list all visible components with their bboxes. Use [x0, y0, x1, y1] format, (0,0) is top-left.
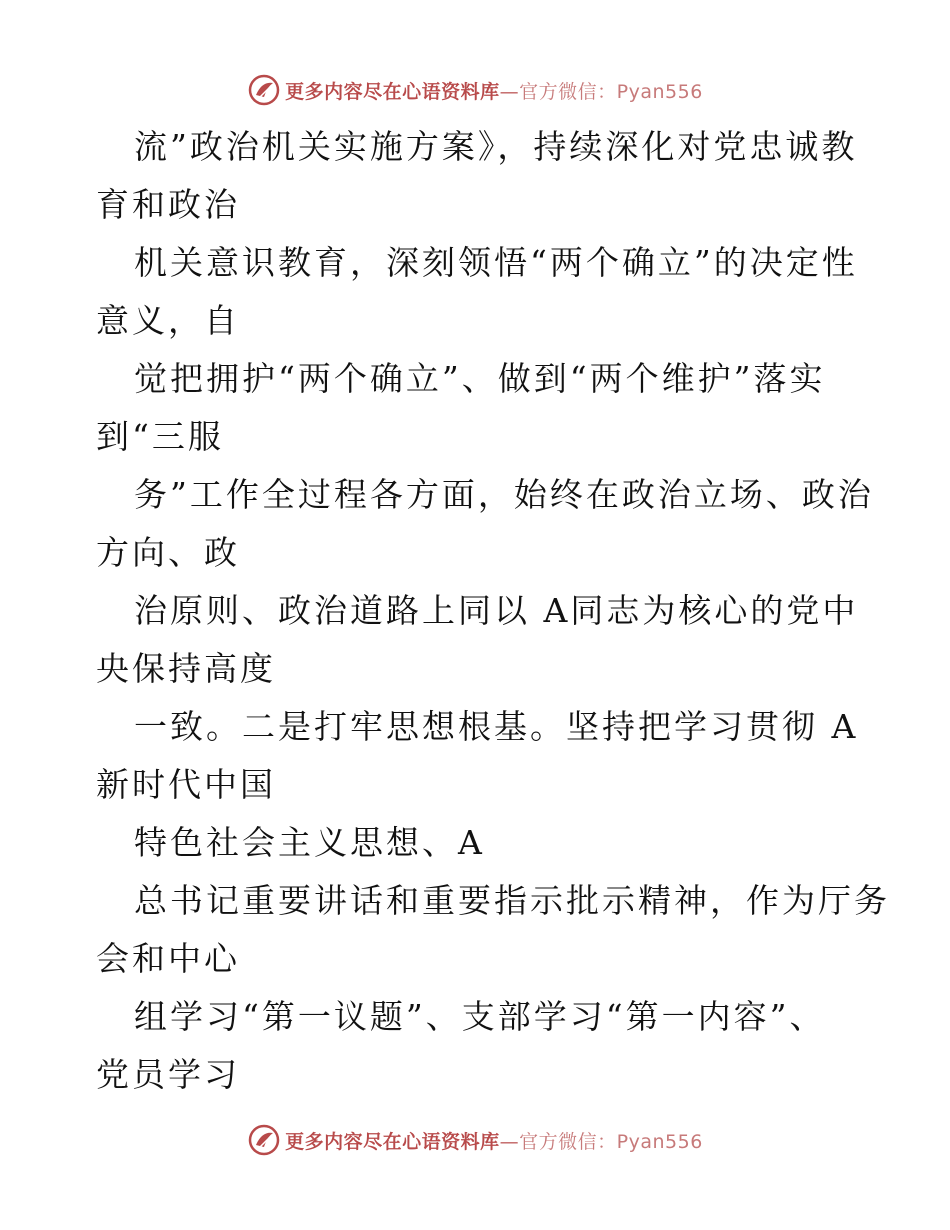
footer-watermark-official: 官方微信：Pyan556: [519, 1130, 703, 1153]
header-watermark-official: 官方微信：Pyan556: [519, 80, 703, 103]
body-paragraph: [96, 698, 859, 814]
paragraph-line-continuation: 央保持高度: [96, 649, 276, 688]
body-paragraph: [96, 118, 856, 234]
body-paragraph: [96, 582, 859, 698]
body-paragraph: [96, 872, 890, 988]
header-watermark-sep: —: [499, 80, 520, 103]
paragraph-line-first: 机关意识教育，深刻领悟“两个确立”的决定性: [134, 243, 858, 282]
body-paragraph: [96, 988, 856, 1104]
paragraph-line-continuation: 新时代中国: [96, 765, 276, 804]
body-paragraph: [96, 234, 856, 350]
paragraph-line-first: 务”工作全过程各方面，始终在政治立场、政治: [134, 475, 874, 514]
paragraph-line-continuation: 党员学习: [96, 1055, 240, 1094]
footer-watermark-text: [285, 1127, 703, 1154]
footer-watermark-main: 更多内容尽在心语资料库: [285, 1130, 500, 1153]
paragraph-line-continuation: 方向、政: [96, 533, 240, 572]
paragraph-line-continuation: 会和中心: [96, 939, 240, 978]
paragraph-line-continuation: 到“三服: [96, 417, 224, 456]
body-paragraph: [96, 814, 856, 872]
paragraph-line-continuation: 意义，自: [96, 301, 240, 340]
paragraph-line-first: 觉把拥护“两个确立”、做到“两个维护”落实: [134, 359, 826, 398]
logo-icon: [247, 73, 281, 107]
paragraph-line-continuation: 育和政治: [96, 185, 240, 224]
body-paragraph: [96, 350, 856, 466]
body-paragraph: [96, 466, 874, 582]
paragraph-line-first: 特色社会主义思想、A: [134, 823, 485, 862]
header-watermark: [0, 70, 950, 110]
footer-watermark: [0, 1120, 950, 1160]
paragraph-line-first: 一致。二是打牢思想根基。坚持把学习贯彻 A: [134, 707, 859, 746]
logo-icon: [247, 1123, 281, 1157]
paragraph-line-first: 组学习“第一议题”、支部学习“第一内容”、: [134, 997, 826, 1036]
paragraph-line-first: 治原则、政治道路上同以 A同志为核心的党中: [134, 591, 859, 630]
paragraph-line-first: 流”政治机关实施方案》，持续深化对党忠诚教: [134, 127, 858, 166]
header-watermark-text: [285, 77, 703, 104]
document-body: [96, 118, 890, 1104]
footer-watermark-sep: —: [499, 1130, 520, 1153]
header-watermark-main: 更多内容尽在心语资料库: [285, 80, 500, 103]
paragraph-line-first: 总书记重要讲话和重要指示批示精神，作为厅务: [134, 881, 890, 920]
